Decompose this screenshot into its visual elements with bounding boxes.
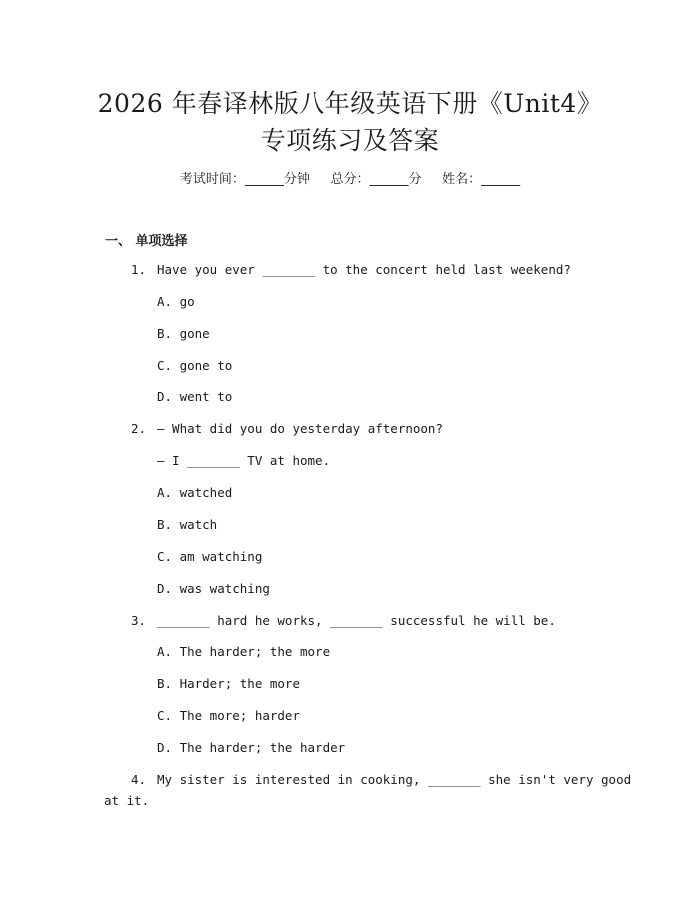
option-a: A. The harder; the more <box>157 644 331 659</box>
option-a: A. go <box>157 294 195 309</box>
question-text: Have you ever _______ to the concert held last weekend? <box>157 262 571 277</box>
section-heading: 一、 单项选择 <box>105 234 188 249</box>
question-text-line-2: — I _______ TV at home. <box>157 453 331 468</box>
option-b: B. watch <box>157 517 218 532</box>
question-text-line-2: at it. <box>104 793 150 808</box>
option-c: C. The more; harder <box>157 708 300 723</box>
option-b: B. Harder; the more <box>157 676 300 691</box>
option-d: D. The harder; the harder <box>157 740 346 755</box>
exam-info: 考试时间：______分钟 总分：______分 姓名：______ <box>179 172 521 187</box>
question-number: 3. <box>131 613 147 628</box>
question-number: 4. <box>131 772 147 787</box>
option-a: A. watched <box>157 485 233 500</box>
question-number: 1. <box>131 262 147 277</box>
page-title: 2026 年春译林版八年级英语下册《Unit4》 <box>97 89 603 118</box>
option-d: D. was watching <box>157 581 270 596</box>
option-d: D. went to <box>157 389 233 404</box>
option-c: C. gone to <box>157 358 233 373</box>
page-subtitle: 专项练习及答案 <box>260 126 440 155</box>
option-c: C. am watching <box>157 549 263 564</box>
option-b: B. gone <box>157 326 210 341</box>
question-number: 2. <box>131 421 147 436</box>
question-text: _______ hard he works, _______ successful he will be. <box>157 613 556 628</box>
question-text: — What did you do yesterday afternoon? <box>157 421 443 436</box>
question-text: My sister is interested in cooking, _______ she isn't very good <box>157 772 632 787</box>
